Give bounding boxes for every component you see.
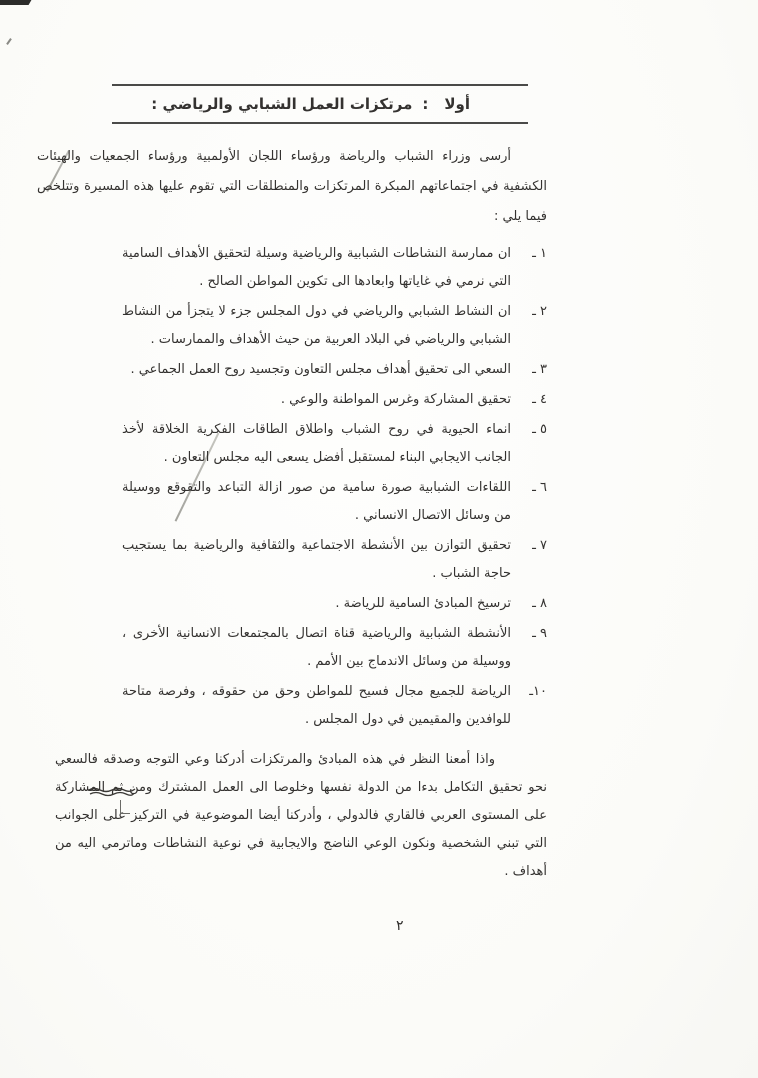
item-number: ٣ ـ [532, 362, 547, 377]
section-title-text: مرتكزات العمل الشبابي والرياضي : [151, 95, 413, 113]
item-number: ٢ ـ [532, 304, 547, 319]
item-text: اللقاءات الشبابية صورة سامية من صور ازالة التباعد والتقوقع ووسيلة من وسائل الاتصال الانساني . [122, 480, 511, 523]
list-item [37, 298, 547, 354]
intro-paragraph: أرسى وزراء الشباب والرياضة ورؤساء اللجان الأولمبية ورؤساء الجمعيات والهيئات الكشفية في اجتماعاتهم المبكرة المرتكزات والمنطلقات التي تقوم عليها هذه المسيرة وتتلخص فيما يلي : [37, 149, 547, 224]
item-number: ٧ ـ [532, 538, 547, 553]
document-body [37, 142, 547, 886]
item-number: ٩ ـ [532, 626, 547, 641]
scan-corner-smudge [0, 0, 31, 5]
pen-scribble-underline [88, 786, 136, 798]
section-title-box [112, 84, 528, 124]
item-text: ان ممارسة النشاطات الشبابية والرياضية وسيلة لتحقيق الأهداف السامية التي نرمي في غاياتها وابعادها الى تكوين المواطن الصالح . [122, 246, 511, 289]
item-text: انماء الحيوية في روح الشباب واطلاق الطاقات الفكرية الخلاقة لأخذ الجانب الايجابي البناء لمستقبل أفضل يسعى اليه مجلس التعاون . [122, 422, 511, 465]
item-number: ٤ ـ [532, 392, 547, 407]
item-text: تحقيق المشاركة وغرس المواطنة والوعي . [280, 392, 511, 407]
scan-margin-tick [6, 38, 12, 45]
item-text: ترسيخ المبادئ السامية للرياضة . [335, 596, 511, 611]
pen-corner-mark [120, 800, 130, 814]
item-number: ٦ ـ [532, 480, 547, 495]
list-item [37, 590, 547, 618]
list-item [37, 386, 547, 414]
closing-paragraph: واذا أمعنا النظر في هذه المبادئ والمرتكزات أدركنا وعي التوجه وصدقه فالسعي نحو تحقيق التكامل بدءا من الدولة نفسها وخلوصا الى العمل المشترك ومن ثم المشاركة على المستوى العربي فالقاري فالدولي ، وأدركنا أيضا الموضوعية في التركيز على الجوانب التي تبني الشخصية ونكون الوعي الناضج والايجابية في نوعية النشاطات وماترمي اليه من أهداف . [55, 752, 547, 879]
list-item [37, 532, 547, 588]
section-title-term: أولا [444, 95, 470, 113]
list-item [37, 620, 547, 676]
item-number: ٨ ـ [532, 596, 547, 611]
item-text: الرياضة للجميع مجال فسيح للمواطن وحق من حقوقه ، وفرصة متاحة للوافدين والمقيمين في دول المجلس . [122, 684, 511, 727]
list-item [37, 474, 547, 530]
item-text: الأنشطة الشبابية والرياضية قناة اتصال بالمجتمعات الانسانية الأخرى ، ووسيلة من وسائل الاندماج بين الأمم . [122, 626, 511, 669]
item-text: تحقيق التوازن بين الأنشطة الاجتماعية والثقافية والرياضية بما يستجيب حاجة الشباب . [122, 538, 511, 581]
item-number: ١ ـ [532, 246, 547, 261]
page-number: ٢ [396, 918, 404, 934]
numbered-list [37, 240, 547, 734]
item-text: السعي الى تحقيق أهداف مجلس التعاون وتجسيد روح العمل الجماعي . [130, 362, 511, 377]
item-number: ٥ ـ [532, 422, 547, 437]
list-item [37, 678, 547, 734]
list-item [37, 356, 547, 384]
section-title-colon: : [422, 95, 429, 113]
item-number: ١٠ـ [529, 684, 547, 699]
list-item [37, 416, 547, 472]
item-text: ان النشاط الشبابي والرياضي في دول المجلس جزء لا يتجزأ من النشاط الشبابي والرياضي في البلاد العربية من حيث الأهداف والممارسات . [122, 304, 511, 347]
list-item [37, 240, 547, 296]
